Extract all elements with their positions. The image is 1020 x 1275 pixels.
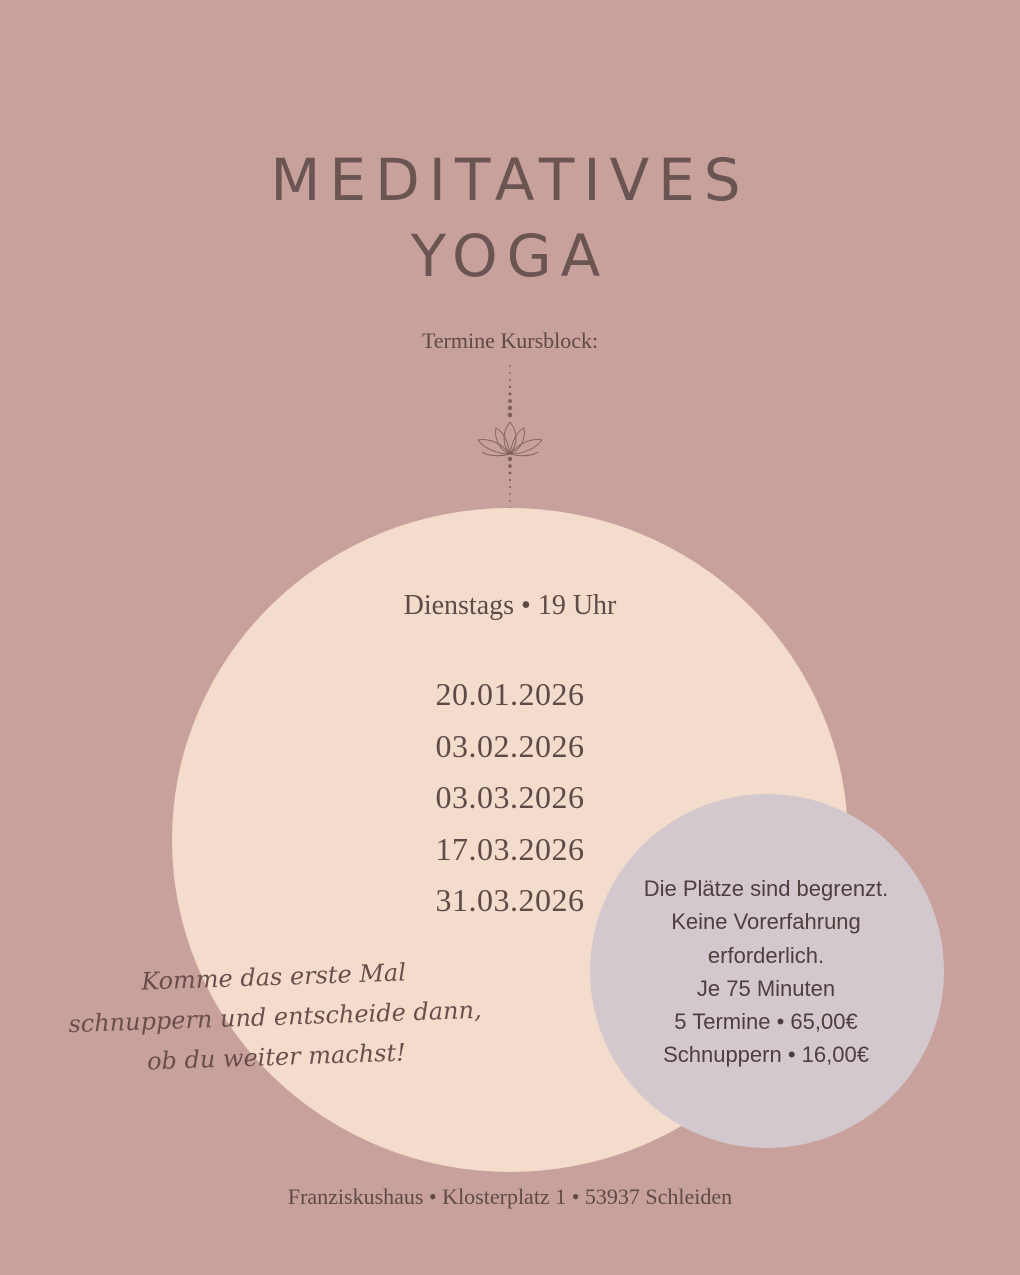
subtitle: Termine Kursblock: [421,328,599,353]
date-item: 31.03.2026 [435,882,585,918]
note-line: Komme das erste Mal [140,958,407,996]
date-item: 03.02.2026 [435,727,585,764]
title-line-1: MEDITATIVES [270,146,750,214]
schedule-text: Dienstags • 19 Uhr [403,590,617,621]
date-item: 17.03.2026 [435,830,585,867]
footer-address: Franziskushaus • Klosterplatz 1 • 53937 Schleiden [287,1184,733,1209]
info-line: Keine Vorerfahrung [671,909,861,935]
note-line: schnuppern und entscheide dann, [67,995,483,1039]
note-line: ob du weiter machst! [146,1038,407,1076]
date-item: 20.01.2026 [435,676,585,712]
info-line: 5 Termine • 65,00€ [674,1009,858,1035]
info-line: Schnuppern • 16,00€ [663,1042,869,1068]
info-line: Die Plätze sind begrenzt. [643,876,889,901]
handwritten-note [58,950,492,1085]
info-line: Je 75 Minuten [696,975,836,1001]
lotus-icon [470,362,550,512]
info-line: erforderlich. [707,942,825,968]
title-line-2: YOGA [410,222,610,290]
date-item: 03.03.2026 [435,779,585,815]
info-text [596,872,936,1072]
